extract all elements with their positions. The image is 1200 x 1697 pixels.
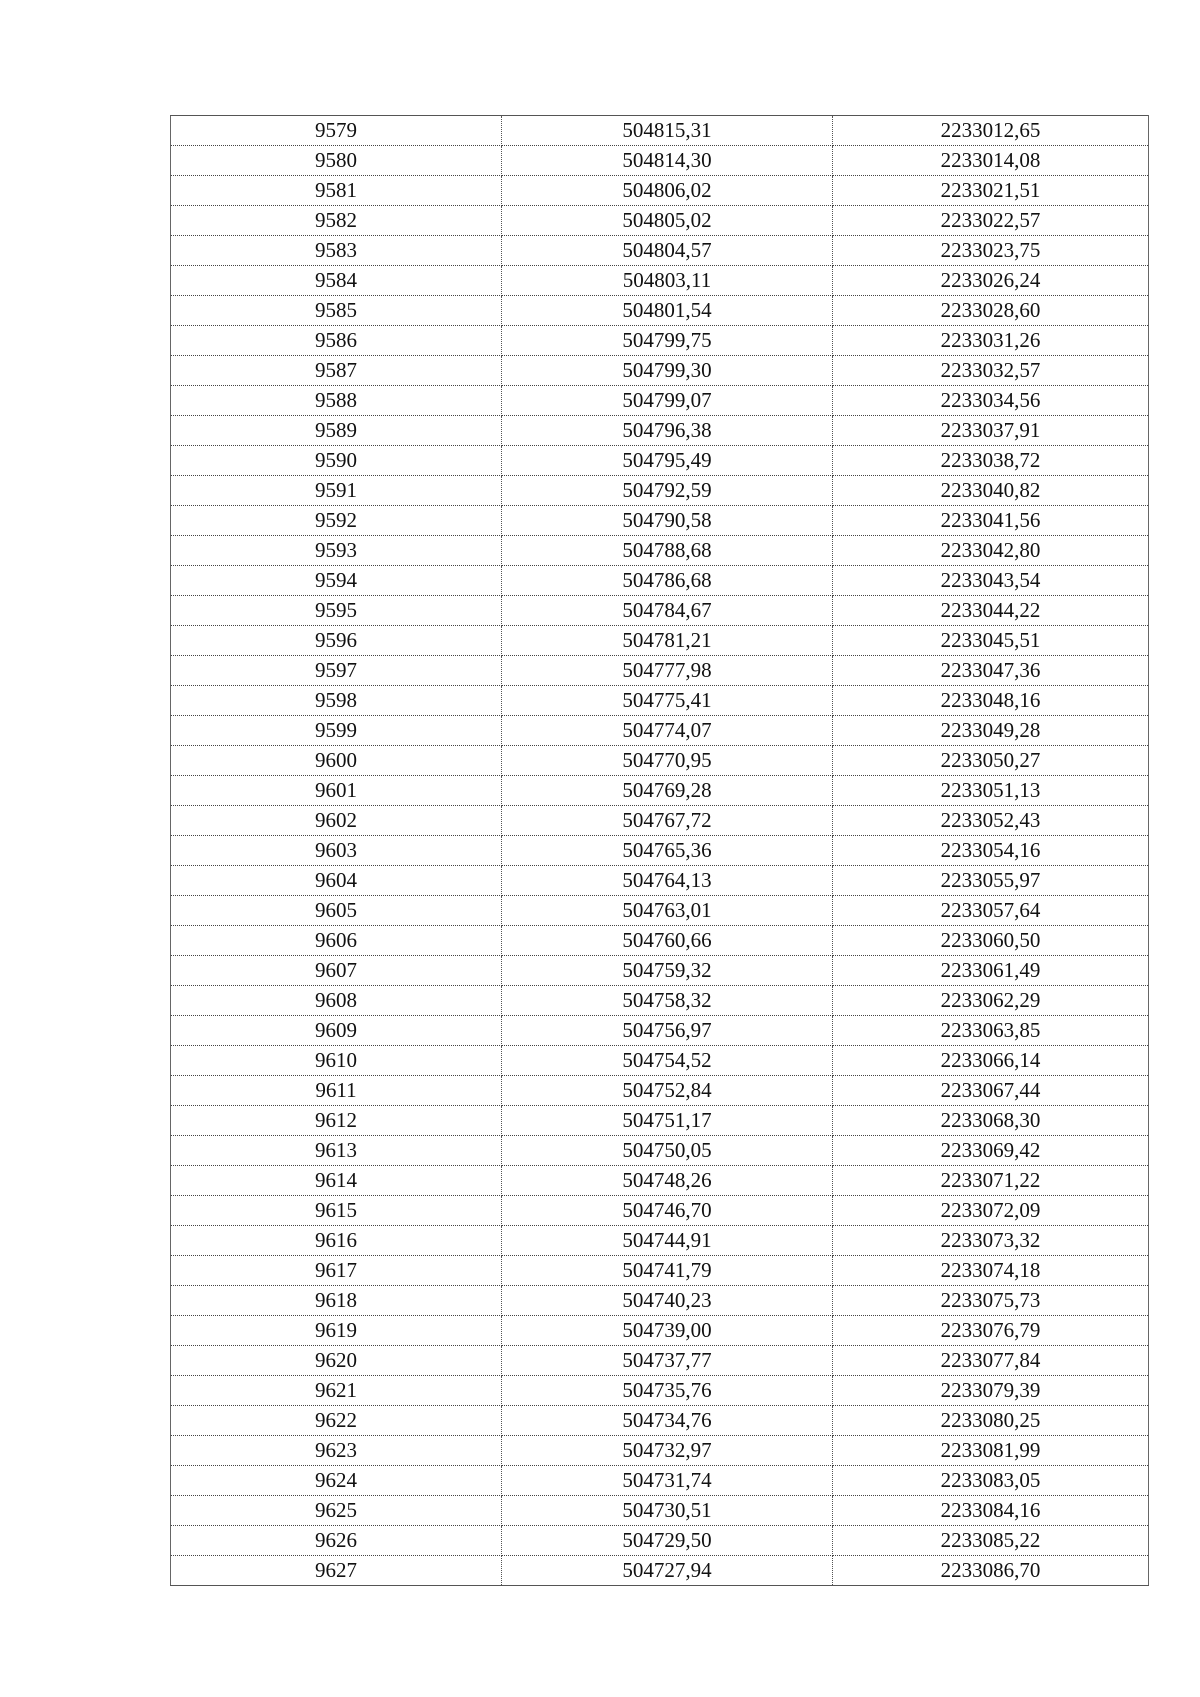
table-row [171, 446, 1149, 476]
y-coordinate-cell: 2233037,91 [833, 416, 1149, 446]
x-coordinate-cell: 504805,02 [502, 206, 833, 236]
y-coordinate-cell: 2233044,22 [833, 596, 1149, 626]
x-coordinate-cell: 504737,77 [502, 1346, 833, 1376]
point-number-cell: 9598 [171, 686, 502, 716]
table-row [171, 176, 1149, 206]
x-coordinate-cell: 504739,00 [502, 1316, 833, 1346]
y-coordinate-cell: 2233084,16 [833, 1496, 1149, 1526]
point-number-cell: 9607 [171, 956, 502, 986]
table-row [171, 296, 1149, 326]
x-coordinate-cell: 504814,30 [502, 146, 833, 176]
y-coordinate-cell: 2233014,08 [833, 146, 1149, 176]
table-row [171, 146, 1149, 176]
y-coordinate-cell: 2233032,57 [833, 356, 1149, 386]
point-number-cell: 9608 [171, 986, 502, 1016]
point-number-cell: 9622 [171, 1406, 502, 1436]
table-row [171, 506, 1149, 536]
x-coordinate-cell: 504754,52 [502, 1046, 833, 1076]
point-number-cell: 9594 [171, 566, 502, 596]
table-row [171, 1256, 1149, 1286]
x-coordinate-cell: 504732,97 [502, 1436, 833, 1466]
point-number-cell: 9599 [171, 716, 502, 746]
y-coordinate-cell: 2233077,84 [833, 1346, 1149, 1376]
x-coordinate-cell: 504804,57 [502, 236, 833, 266]
x-coordinate-cell: 504730,51 [502, 1496, 833, 1526]
table-row [171, 416, 1149, 446]
y-coordinate-cell: 2233067,44 [833, 1076, 1149, 1106]
table-row [171, 116, 1149, 146]
table-row [171, 1556, 1149, 1586]
point-number-cell: 9595 [171, 596, 502, 626]
table-row [171, 1406, 1149, 1436]
table-row [171, 356, 1149, 386]
x-coordinate-cell: 504756,97 [502, 1016, 833, 1046]
x-coordinate-cell: 504777,98 [502, 656, 833, 686]
table-row [171, 1316, 1149, 1346]
x-coordinate-cell: 504752,84 [502, 1076, 833, 1106]
point-number-cell: 9580 [171, 146, 502, 176]
point-number-cell: 9582 [171, 206, 502, 236]
x-coordinate-cell: 504740,23 [502, 1286, 833, 1316]
x-coordinate-cell: 504775,41 [502, 686, 833, 716]
point-number-cell: 9616 [171, 1226, 502, 1256]
x-coordinate-cell: 504770,95 [502, 746, 833, 776]
x-coordinate-cell: 504795,49 [502, 446, 833, 476]
table-row [171, 986, 1149, 1016]
table-row [171, 896, 1149, 926]
table-row [171, 206, 1149, 236]
table-row [171, 566, 1149, 596]
point-number-cell: 9603 [171, 836, 502, 866]
x-coordinate-cell: 504765,36 [502, 836, 833, 866]
y-coordinate-cell: 2233052,43 [833, 806, 1149, 836]
table-row [171, 1136, 1149, 1166]
table-row [171, 1226, 1149, 1256]
point-number-cell: 9587 [171, 356, 502, 386]
x-coordinate-cell: 504759,32 [502, 956, 833, 986]
point-number-cell: 9588 [171, 386, 502, 416]
table-row [171, 1076, 1149, 1106]
table-row [171, 1466, 1149, 1496]
point-number-cell: 9626 [171, 1526, 502, 1556]
x-coordinate-cell: 504731,74 [502, 1466, 833, 1496]
table-row [171, 1016, 1149, 1046]
x-coordinate-cell: 504746,70 [502, 1196, 833, 1226]
y-coordinate-cell: 2233071,22 [833, 1166, 1149, 1196]
point-number-cell: 9590 [171, 446, 502, 476]
table-row [171, 956, 1149, 986]
y-coordinate-cell: 2233083,05 [833, 1466, 1149, 1496]
y-coordinate-cell: 2233055,97 [833, 866, 1149, 896]
table-row [171, 1376, 1149, 1406]
y-coordinate-cell: 2233048,16 [833, 686, 1149, 716]
y-coordinate-cell: 2233066,14 [833, 1046, 1149, 1076]
table-row [171, 326, 1149, 356]
point-number-cell: 9609 [171, 1016, 502, 1046]
table-row [171, 1496, 1149, 1526]
x-coordinate-cell: 504806,02 [502, 176, 833, 206]
y-coordinate-cell: 2233043,54 [833, 566, 1149, 596]
point-number-cell: 9627 [171, 1556, 502, 1586]
y-coordinate-cell: 2233072,09 [833, 1196, 1149, 1226]
coordinates-table-body [171, 116, 1149, 1586]
x-coordinate-cell: 504750,05 [502, 1136, 833, 1166]
y-coordinate-cell: 2233061,49 [833, 956, 1149, 986]
x-coordinate-cell: 504799,30 [502, 356, 833, 386]
point-number-cell: 9610 [171, 1046, 502, 1076]
coordinates-table [170, 115, 1149, 1586]
x-coordinate-cell: 504727,94 [502, 1556, 833, 1586]
y-coordinate-cell: 2233079,39 [833, 1376, 1149, 1406]
x-coordinate-cell: 504796,38 [502, 416, 833, 446]
y-coordinate-cell: 2233076,79 [833, 1316, 1149, 1346]
y-coordinate-cell: 2233074,18 [833, 1256, 1149, 1286]
y-coordinate-cell: 2233023,75 [833, 236, 1149, 266]
y-coordinate-cell: 2233080,25 [833, 1406, 1149, 1436]
x-coordinate-cell: 504767,72 [502, 806, 833, 836]
y-coordinate-cell: 2233038,72 [833, 446, 1149, 476]
table-row [171, 926, 1149, 956]
y-coordinate-cell: 2233063,85 [833, 1016, 1149, 1046]
y-coordinate-cell: 2233022,57 [833, 206, 1149, 236]
x-coordinate-cell: 504741,79 [502, 1256, 833, 1286]
table-row [171, 596, 1149, 626]
table-row [171, 1436, 1149, 1466]
point-number-cell: 9593 [171, 536, 502, 566]
x-coordinate-cell: 504751,17 [502, 1106, 833, 1136]
table-row [171, 536, 1149, 566]
x-coordinate-cell: 504758,32 [502, 986, 833, 1016]
y-coordinate-cell: 2233042,80 [833, 536, 1149, 566]
y-coordinate-cell: 2233069,42 [833, 1136, 1149, 1166]
table-row [171, 776, 1149, 806]
x-coordinate-cell: 504801,54 [502, 296, 833, 326]
point-number-cell: 9579 [171, 116, 502, 146]
y-coordinate-cell: 2233054,16 [833, 836, 1149, 866]
point-number-cell: 9617 [171, 1256, 502, 1286]
x-coordinate-cell: 504764,13 [502, 866, 833, 896]
table-row [171, 656, 1149, 686]
x-coordinate-cell: 504799,75 [502, 326, 833, 356]
table-row [171, 746, 1149, 776]
table-row [171, 1346, 1149, 1376]
y-coordinate-cell: 2233085,22 [833, 1526, 1149, 1556]
y-coordinate-cell: 2233012,65 [833, 116, 1149, 146]
y-coordinate-cell: 2233041,56 [833, 506, 1149, 536]
x-coordinate-cell: 504799,07 [502, 386, 833, 416]
point-number-cell: 9591 [171, 476, 502, 506]
x-coordinate-cell: 504790,58 [502, 506, 833, 536]
y-coordinate-cell: 2233028,60 [833, 296, 1149, 326]
table-row [171, 476, 1149, 506]
point-number-cell: 9601 [171, 776, 502, 806]
point-number-cell: 9619 [171, 1316, 502, 1346]
table-row [171, 1526, 1149, 1556]
y-coordinate-cell: 2233086,70 [833, 1556, 1149, 1586]
point-number-cell: 9597 [171, 656, 502, 686]
point-number-cell: 9604 [171, 866, 502, 896]
point-number-cell: 9611 [171, 1076, 502, 1106]
y-coordinate-cell: 2233040,82 [833, 476, 1149, 506]
table-row [171, 836, 1149, 866]
x-coordinate-cell: 504748,26 [502, 1166, 833, 1196]
point-number-cell: 9602 [171, 806, 502, 836]
y-coordinate-cell: 2233047,36 [833, 656, 1149, 686]
table-row [171, 1166, 1149, 1196]
point-number-cell: 9589 [171, 416, 502, 446]
y-coordinate-cell: 2233049,28 [833, 716, 1149, 746]
y-coordinate-cell: 2233051,13 [833, 776, 1149, 806]
y-coordinate-cell: 2233062,29 [833, 986, 1149, 1016]
table-row [171, 1286, 1149, 1316]
x-coordinate-cell: 504763,01 [502, 896, 833, 926]
table-row [171, 1046, 1149, 1076]
y-coordinate-cell: 2233031,26 [833, 326, 1149, 356]
point-number-cell: 9614 [171, 1166, 502, 1196]
table-row [171, 266, 1149, 296]
point-number-cell: 9592 [171, 506, 502, 536]
x-coordinate-cell: 504769,28 [502, 776, 833, 806]
point-number-cell: 9600 [171, 746, 502, 776]
y-coordinate-cell: 2233081,99 [833, 1436, 1149, 1466]
x-coordinate-cell: 504734,76 [502, 1406, 833, 1436]
y-coordinate-cell: 2233057,64 [833, 896, 1149, 926]
x-coordinate-cell: 504803,11 [502, 266, 833, 296]
table-row [171, 1196, 1149, 1226]
point-number-cell: 9623 [171, 1436, 502, 1466]
table-row [171, 866, 1149, 896]
x-coordinate-cell: 504774,07 [502, 716, 833, 746]
y-coordinate-cell: 2233045,51 [833, 626, 1149, 656]
table-row [171, 626, 1149, 656]
table-row [171, 686, 1149, 716]
y-coordinate-cell: 2233050,27 [833, 746, 1149, 776]
table-row [171, 716, 1149, 746]
x-coordinate-cell: 504744,91 [502, 1226, 833, 1256]
x-coordinate-cell: 504792,59 [502, 476, 833, 506]
table-row [171, 1106, 1149, 1136]
x-coordinate-cell: 504735,76 [502, 1376, 833, 1406]
point-number-cell: 9584 [171, 266, 502, 296]
x-coordinate-cell: 504788,68 [502, 536, 833, 566]
point-number-cell: 9585 [171, 296, 502, 326]
point-number-cell: 9605 [171, 896, 502, 926]
y-coordinate-cell: 2233068,30 [833, 1106, 1149, 1136]
x-coordinate-cell: 504760,66 [502, 926, 833, 956]
point-number-cell: 9624 [171, 1466, 502, 1496]
point-number-cell: 9586 [171, 326, 502, 356]
point-number-cell: 9615 [171, 1196, 502, 1226]
point-number-cell: 9620 [171, 1346, 502, 1376]
point-number-cell: 9625 [171, 1496, 502, 1526]
point-number-cell: 9613 [171, 1136, 502, 1166]
y-coordinate-cell: 2233026,24 [833, 266, 1149, 296]
x-coordinate-cell: 504729,50 [502, 1526, 833, 1556]
x-coordinate-cell: 504784,67 [502, 596, 833, 626]
point-number-cell: 9618 [171, 1286, 502, 1316]
point-number-cell: 9606 [171, 926, 502, 956]
y-coordinate-cell: 2233034,56 [833, 386, 1149, 416]
table-row [171, 236, 1149, 266]
point-number-cell: 9612 [171, 1106, 502, 1136]
y-coordinate-cell: 2233075,73 [833, 1286, 1149, 1316]
table-row [171, 386, 1149, 416]
point-number-cell: 9581 [171, 176, 502, 206]
point-number-cell: 9596 [171, 626, 502, 656]
y-coordinate-cell: 2233021,51 [833, 176, 1149, 206]
table-row [171, 806, 1149, 836]
y-coordinate-cell: 2233060,50 [833, 926, 1149, 956]
x-coordinate-cell: 504781,21 [502, 626, 833, 656]
x-coordinate-cell: 504786,68 [502, 566, 833, 596]
x-coordinate-cell: 504815,31 [502, 116, 833, 146]
point-number-cell: 9583 [171, 236, 502, 266]
point-number-cell: 9621 [171, 1376, 502, 1406]
y-coordinate-cell: 2233073,32 [833, 1226, 1149, 1256]
